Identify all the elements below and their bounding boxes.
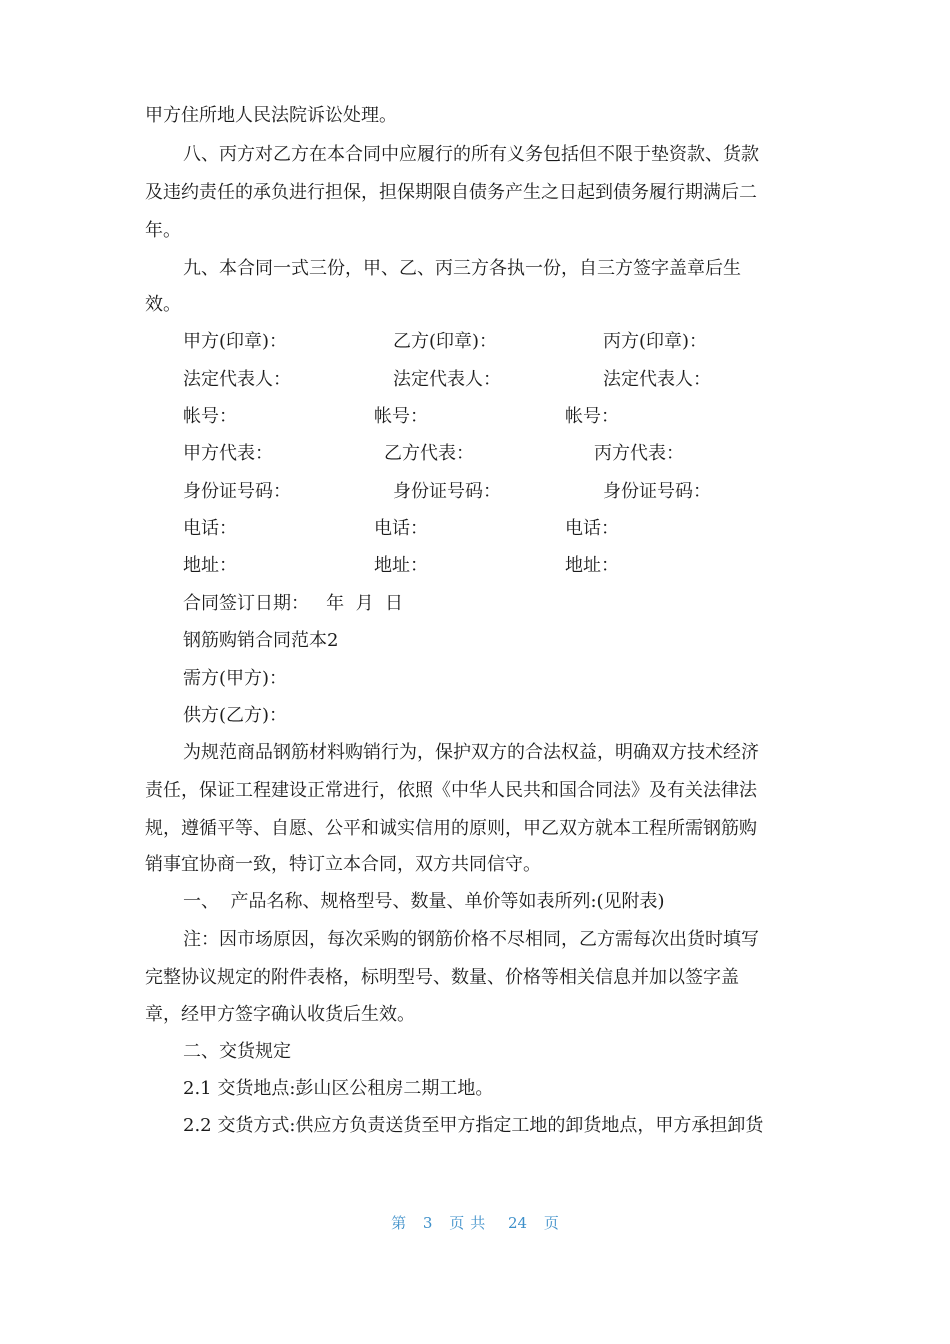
party-b-address-label: 地址： [374,555,428,576]
buyer-label: 需方(甲方)： [183,668,288,689]
footer-ye-gong: 页共 [449,1214,492,1232]
paragraph-line: 九、本合同一式三份，甲、乙、丙三方各执一份，自三方签字盖章后生 [183,258,741,279]
party-a-rep-label: 甲方代表： [183,443,273,464]
party-b-legal-rep-label: 法定代表人： [393,369,501,390]
paragraph-line: 完整协议规定的附件表格，标明型号、数量、价格等相关信息并加以签字盖 [145,967,739,988]
party-a-id-label: 身份证号码： [183,481,291,502]
clause-line: 2.2 交货方式:供应方负责送货至甲方指定工地的卸货地点，甲方承担卸货 [183,1115,764,1136]
footer-di: 第 [391,1214,407,1232]
party-b-account-label: 帐号： [374,406,428,427]
party-b-seal-label: 乙方(印章)： [393,331,498,352]
party-c-phone-label: 电话： [565,518,619,539]
paragraph-line: 销事宜协商一致，特订立本合同，双方共同信守。 [145,854,541,875]
paragraph-line: 及违约责任的承负进行担保，担保期限自债务产生之日起到债务履行期满后二 [145,182,757,203]
party-a-legal-rep-label: 法定代表人： [183,369,291,390]
footer-page-number: 3 [422,1214,433,1232]
paragraph-line: 规，遵循平等、自愿、公平和诚实信用的原则，甲乙双方就本工程所需钢筋购 [145,818,757,839]
footer-total-pages: 24 [508,1214,528,1232]
party-b-rep-label: 乙方代表： [384,443,474,464]
party-c-legal-rep-label: 法定代表人： [603,369,711,390]
clause-heading: 二、交货规定 [183,1041,291,1062]
sign-date-line: 合同签订日期： 年 月 日 [183,593,404,614]
paragraph-line: 章，经甲方签字确认收货后生效。 [145,1004,415,1025]
party-c-account-label: 帐号： [565,406,619,427]
party-a-phone-label: 电话： [183,518,237,539]
party-b-phone-label: 电话： [374,518,428,539]
party-a-seal-label: 甲方(印章)： [183,331,288,352]
section-title: 钢筋购销合同范本2 [183,630,339,651]
party-a-address-label: 地址： [183,555,237,576]
paragraph-line: 责任，保证工程建设正常进行，依照《中华人民共和国合同法》及有关法律法 [145,780,757,801]
party-c-address-label: 地址： [565,555,619,576]
paragraph-line: 注：因市场原因，每次采购的钢筋价格不尽相同，乙方需每次出货时填写 [183,929,759,950]
paragraph-line: 为规范商品钢筋材料购销行为，保护双方的合法权益，明确双方技术经济 [183,742,759,763]
paragraph-line: 年。 [145,220,181,241]
paragraph-line: 八、丙方对乙方在本合同中应履行的所有义务包括但不限于垫资款、货款 [183,144,759,165]
clause-heading: 一、 产品名称、规格型号、数量、单价等如表所列:(见附表) [183,891,665,912]
party-c-seal-label: 丙方(印章)： [603,331,708,352]
paragraph-line: 甲方住所地人民法院诉讼处理。 [145,105,397,126]
party-a-account-label: 帐号： [183,406,237,427]
party-b-id-label: 身份证号码： [393,481,501,502]
footer-ye: 页 [543,1214,559,1232]
paragraph-line: 效。 [145,294,181,315]
party-c-rep-label: 丙方代表： [594,443,684,464]
supplier-label: 供方(乙方)： [183,705,288,726]
party-c-id-label: 身份证号码： [603,481,711,502]
page-footer [0,1212,950,1233]
clause-line: 2.1 交货地点:彭山区公租房二期工地。 [183,1078,494,1099]
